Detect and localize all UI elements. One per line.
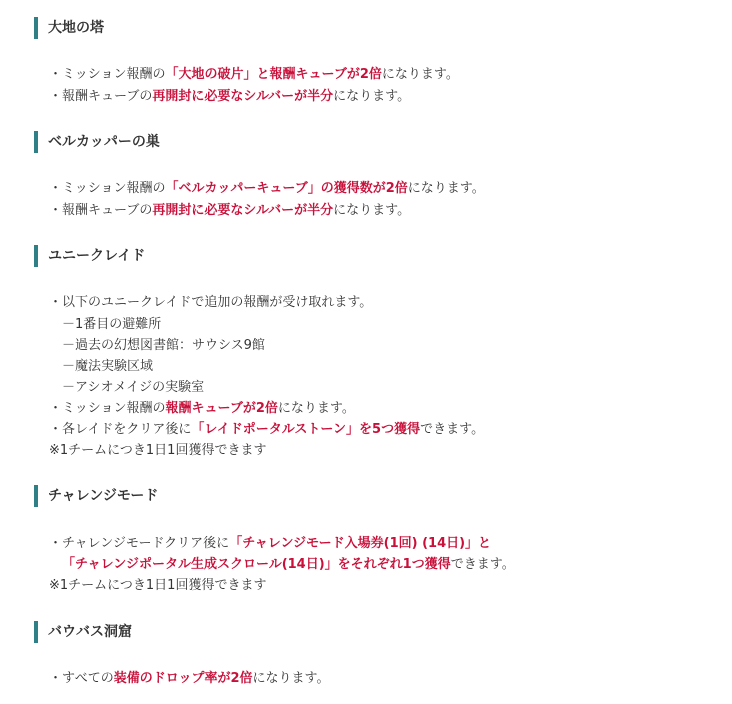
line-text: ・報酬キューブの <box>49 89 153 104</box>
line-text: ・ミッション報酬の <box>49 401 166 416</box>
list-item <box>62 377 204 398</box>
list-item <box>49 533 491 554</box>
line-text: になります。 <box>277 401 355 416</box>
note-text <box>49 440 266 461</box>
line-text: になります。 <box>333 203 411 218</box>
highlight-text: 装備のドロップ率が2倍 <box>113 671 253 686</box>
list-item <box>49 64 459 85</box>
highlight-text: 再開封に必要なシルバーが半分 <box>152 203 334 218</box>
list-item <box>62 335 265 356</box>
list-item <box>49 419 484 440</box>
line-text: ・各レイドをクリア後に <box>49 422 192 437</box>
line-text: ・ミッション報酬の <box>49 67 166 82</box>
line-text: －過去の幻想図書館：サウシス9館 <box>62 338 265 353</box>
line-text: －魔法実験区域 <box>62 359 154 374</box>
line-text: になります。 <box>407 181 485 196</box>
line-text: ※1チームにつき1日1回獲得できます <box>49 443 267 458</box>
section-heading-bellcopper-nest: ベルカッパーの巣 <box>34 131 160 153</box>
list-item <box>62 314 161 335</box>
list-item <box>49 200 410 221</box>
line-text: －アシオメイジの実験室 <box>62 380 205 395</box>
highlight-text: 「チャレンジモード入場券(1回) (14日)」と <box>229 536 492 551</box>
list-item <box>62 554 515 575</box>
line-text: できます。 <box>450 557 515 572</box>
list-item <box>49 86 410 107</box>
list-item <box>49 668 330 689</box>
list-item <box>49 178 485 199</box>
highlight-text: 報酬キューブが2倍 <box>165 401 278 416</box>
line-text: になります。 <box>252 671 330 686</box>
line-text: になります。 <box>381 67 459 82</box>
list-item <box>49 292 372 313</box>
highlight-text: 「レイドポータルストーン」を5つ獲得 <box>191 422 421 437</box>
line-text: ・すべての <box>49 671 114 686</box>
highlight-text: 「チャレンジポータル生成スクロール(14日)」をそれぞれ1つ獲得 <box>62 557 451 572</box>
highlight-text: 「大地の破片」と報酬キューブが2倍 <box>165 67 382 82</box>
line-text: ・ミッション報酬の <box>49 181 166 196</box>
list-item <box>49 398 355 419</box>
section-heading-daichi-tower: 大地の塔 <box>34 17 104 39</box>
line-text: になります。 <box>333 89 411 104</box>
line-text: ・以下のユニークレイドで追加の報酬が受け取れます。 <box>49 295 373 310</box>
highlight-text: 「ベルカッパーキューブ」の獲得数が2倍 <box>165 181 408 196</box>
line-text: ※1チームにつき1日1回獲得できます <box>49 578 267 593</box>
highlight-text: 再開封に必要なシルバーが半分 <box>152 89 334 104</box>
line-text: ・チャレンジモードクリア後に <box>49 536 230 551</box>
note-text <box>49 575 266 596</box>
line-text: －1番目の避難所 <box>62 317 162 332</box>
section-heading-baubas-cave: バウバス洞窟 <box>34 621 132 643</box>
line-text: ・報酬キューブの <box>49 203 153 218</box>
line-text: できます。 <box>420 422 485 437</box>
list-item <box>62 356 153 377</box>
section-heading-unique-raid: ユニークレイド <box>34 245 145 267</box>
section-heading-challenge-mode: チャレンジモード <box>34 485 158 507</box>
